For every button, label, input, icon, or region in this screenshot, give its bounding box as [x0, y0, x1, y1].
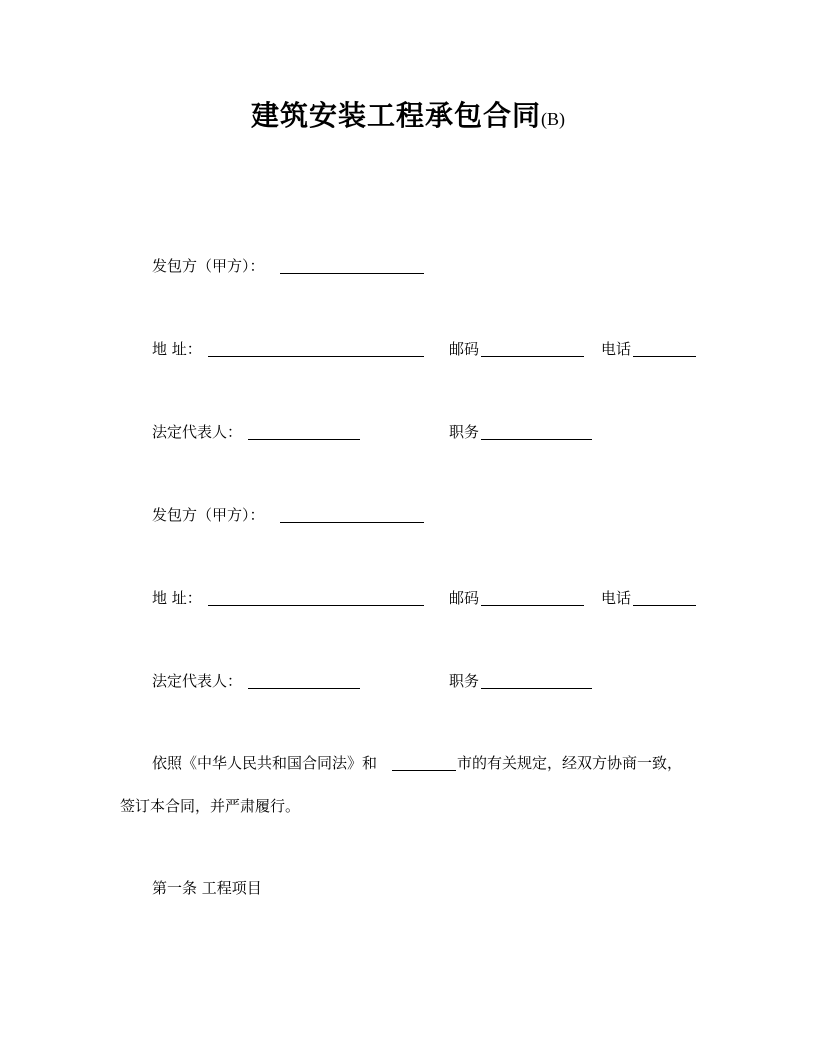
party-a-name-field[interactable] — [280, 273, 424, 274]
party-b-name-field[interactable] — [280, 522, 424, 523]
party-b-position-label: 职务 — [449, 672, 480, 690]
party-a-legal-rep-field[interactable] — [248, 439, 360, 440]
party-b-address-label: 地 址： — [152, 589, 202, 607]
title-text: 建筑安装工程承包合同 — [250, 99, 541, 132]
party-a-label: 发包方（甲方）： — [152, 257, 265, 275]
contract-title — [0, 96, 816, 139]
party-a-legal-rep-label: 法定代表人： — [152, 423, 243, 441]
party-a-phone-label: 电话 — [601, 340, 632, 358]
party-a-position-label: 职务 — [449, 423, 480, 441]
party-a-address-field[interactable] — [208, 356, 424, 357]
party-b-address-field[interactable] — [208, 605, 424, 606]
party-b-position-field[interactable] — [481, 688, 592, 689]
party-a-position-field[interactable] — [481, 439, 592, 440]
party-b-legal-rep-field[interactable] — [248, 688, 360, 689]
party-b-legal-rep-label: 法定代表人： — [152, 672, 243, 690]
party-b-postcode-label: 邮码 — [449, 589, 480, 607]
preamble-text-before-blank: 依照《中华人民共和国合同法》和 — [152, 754, 378, 772]
party-b-label: 发包方（甲方）： — [152, 506, 265, 524]
party-a-phone-field[interactable] — [633, 356, 696, 357]
party-a-postcode-field[interactable] — [481, 356, 584, 357]
title-suffix: (B) — [541, 109, 565, 129]
preamble-line-2: 签订本合同，并严肃履行。 — [120, 797, 301, 815]
party-a-postcode-label: 邮码 — [449, 340, 480, 358]
party-b-postcode-field[interactable] — [481, 605, 584, 606]
preamble-city-field[interactable] — [392, 770, 456, 771]
party-b-phone-field[interactable] — [633, 605, 696, 606]
party-b-phone-label: 电话 — [601, 589, 632, 607]
preamble-text-after-blank: 市的有关规定，经双方协商一致， — [457, 754, 683, 772]
party-a-address-label: 地 址： — [152, 340, 202, 358]
article-1-heading: 第一条 工程项目 — [152, 879, 262, 897]
